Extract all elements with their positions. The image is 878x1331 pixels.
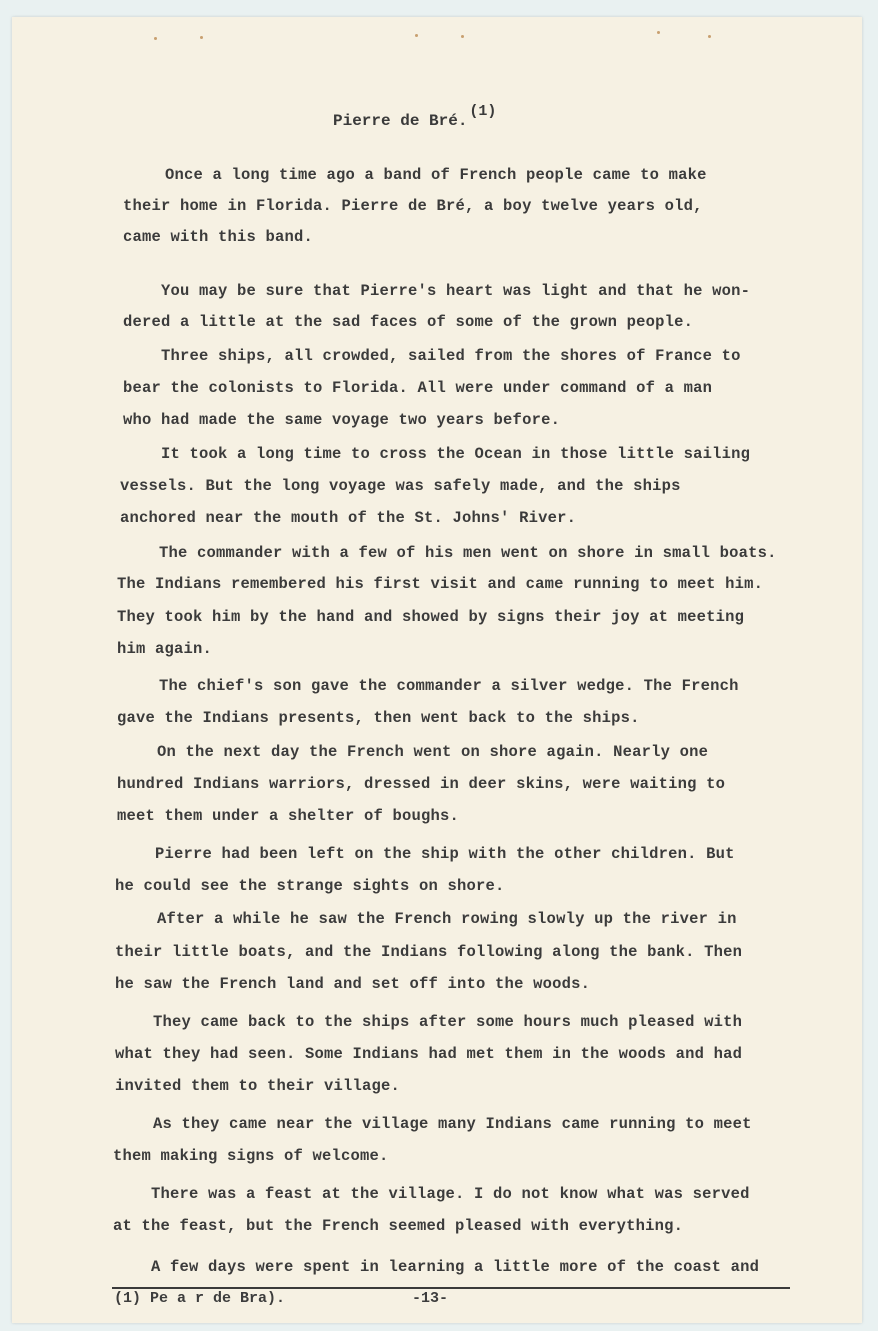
page-number: -13- xyxy=(412,1290,449,1307)
text-line: gave the Indians presents, then went back to the ships. xyxy=(117,709,640,727)
text-line: he saw the French land and set off into the woods. xyxy=(115,975,591,993)
title-footnote-mark: (1) xyxy=(469,103,497,120)
text-line: him again. xyxy=(117,640,213,658)
text-line: at the feast, but the French seemed pleased with everything. xyxy=(113,1217,684,1235)
text-line: Pierre had been left on the ship with the other children. But xyxy=(155,845,735,863)
paper-speck xyxy=(708,35,711,38)
text-line: You may be sure that Pierre's heart was light and that he won- xyxy=(161,282,751,300)
text-line: After a while he saw the French rowing slowly up the river in xyxy=(157,910,737,928)
paper-speck xyxy=(461,35,464,38)
text-line: anchored near the mouth of the St. Johns' River. xyxy=(120,509,577,527)
text-line: The commander with a few of his men went on shore in small boats. xyxy=(159,544,777,562)
text-line: On the next day the French went on shore again. Nearly one xyxy=(157,743,709,761)
text-line: vessels. But the long voyage was safely made, and the ships xyxy=(120,477,681,495)
title-text: Pierre de Bré. xyxy=(333,112,468,130)
paper-speck xyxy=(154,37,157,40)
text-line: There was a feast at the village. I do not know what was served xyxy=(151,1185,750,1203)
text-line: bear the colonists to Florida. All were under command of a man xyxy=(123,379,713,397)
text-line: They came back to the ships after some hours much pleased with xyxy=(153,1013,743,1031)
footnote-rule xyxy=(112,1287,790,1289)
text-line: came with this band. xyxy=(123,228,314,246)
text-line: As they came near the village many Indians came running to meet xyxy=(153,1115,752,1133)
text-line: They took him by the hand and showed by signs their joy at meeting xyxy=(117,608,745,626)
text-line: them making signs of welcome. xyxy=(113,1147,389,1165)
text-line: invited them to their village. xyxy=(115,1077,401,1095)
text-line: Three ships, all crowded, sailed from the shores of France to xyxy=(161,347,741,365)
text-line: meet them under a shelter of boughs. xyxy=(117,807,460,825)
footnote: (1) Pe a r de Bra). xyxy=(114,1290,286,1307)
paper-speck xyxy=(200,36,203,39)
text-line: hundred Indians warriors, dressed in deer skins, were waiting to xyxy=(117,775,726,793)
text-line: what they had seen. Some Indians had met them in the woods and had xyxy=(115,1045,743,1063)
text-line: The Indians remembered his first visit and came running to meet him. xyxy=(117,575,764,593)
text-line: who had made the same voyage two years before. xyxy=(123,411,561,429)
text-line: A few days were spent in learning a little more of the coast and xyxy=(151,1258,760,1276)
text-line: their home in Florida. Pierre de Bré, a boy twelve years old, xyxy=(123,197,703,215)
text-line: Once a long time ago a band of French people came to make xyxy=(165,166,707,184)
document-page xyxy=(12,17,862,1323)
text-line: It took a long time to cross the Ocean in those little sailing xyxy=(161,445,751,463)
text-line: dered a little at the sad faces of some of the grown people. xyxy=(123,313,694,331)
paper-speck xyxy=(415,34,418,37)
page-title xyxy=(333,103,497,130)
text-line: he could see the strange sights on shore. xyxy=(115,877,505,895)
text-line: The chief's son gave the commander a silver wedge. The French xyxy=(159,677,739,695)
text-line: their little boats, and the Indians following along the bank. Then xyxy=(115,943,743,961)
paper-speck xyxy=(657,31,660,34)
